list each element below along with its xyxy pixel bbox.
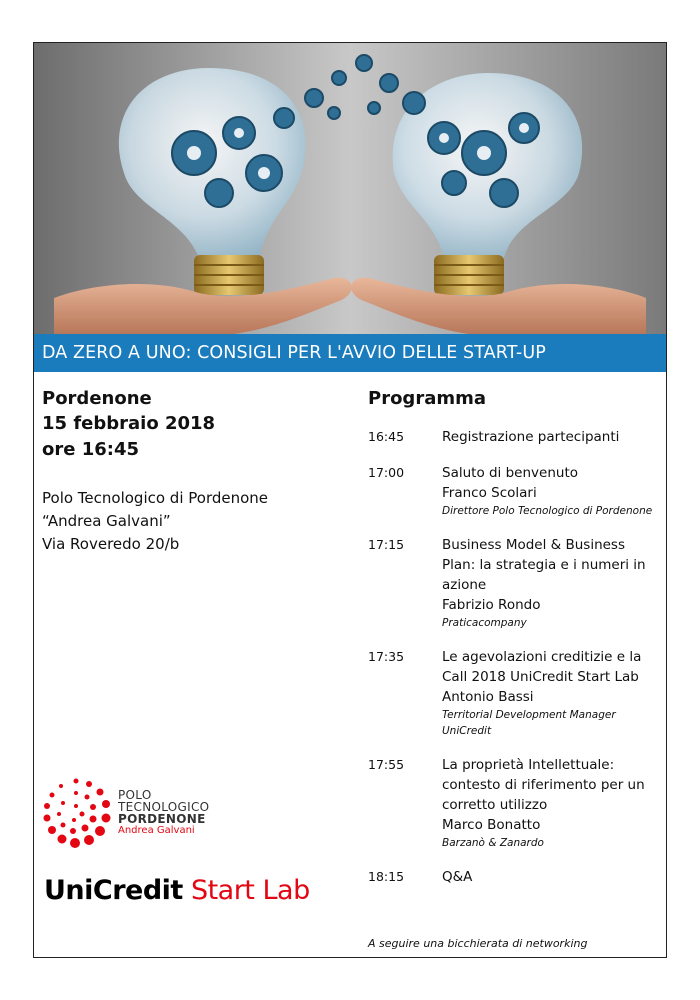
slot-role: Territorial Development Manager UniCredit	[442, 709, 616, 737]
polo-logo-line: TECNOLOGICO	[118, 800, 210, 814]
event-date: 15 febbraio 2018	[42, 413, 216, 434]
slot-title: Saluto di benvenuto	[442, 465, 578, 481]
slot-time: 18:15	[368, 869, 405, 884]
event-city: Pordenone	[42, 388, 152, 409]
slot-time: 17:55	[368, 757, 405, 772]
slot-time: 17:00	[368, 465, 405, 480]
slot-time: 17:35	[368, 649, 405, 664]
networking-note: A seguire una bicchierata di networking	[368, 937, 588, 950]
venue-line: Polo Tecnologico di Pordenone	[42, 489, 269, 507]
slot-title: Le agevolazioni creditizie e la Call 2018 UniCredit Start Lab	[442, 649, 642, 685]
slot-role: Praticacompany	[442, 617, 527, 629]
slot-time: 16:45	[368, 429, 405, 444]
flyer	[33, 42, 667, 958]
dots-circle-icon	[38, 775, 114, 851]
event-venue	[42, 487, 342, 556]
slot-role: Direttore Polo Tecnologico di Pordenone	[442, 505, 653, 517]
event-details	[42, 387, 342, 556]
slot-time: 17:15	[368, 537, 405, 552]
slot-speaker: Fabrizio Rondo	[442, 597, 541, 613]
unicredit-start-lab-logo	[44, 875, 310, 906]
polo-tecnologico-logo	[38, 773, 268, 853]
program-list	[368, 427, 658, 903]
start-lab-logo-text: Start Lab	[190, 875, 310, 906]
program-slot	[368, 647, 658, 739]
unicredit-logo-text: UniCredit	[44, 875, 183, 906]
slot-role: Barzanò & Zanardo	[442, 837, 544, 849]
event-title-banner: DA ZERO A UNO: CONSIGLI PER L'AVVIO DELLE START-UP	[34, 334, 666, 372]
slot-speaker: Marco Bonatto	[442, 817, 541, 833]
slot-title: Business Model & Business Plan: la strategia e i numeri in azione	[442, 537, 646, 593]
program-slot	[368, 463, 658, 519]
venue-line: Via Roveredo 20/b	[42, 535, 180, 553]
program-slot	[368, 755, 658, 851]
slot-title: Q&A	[442, 869, 473, 885]
program-title: Programma	[368, 388, 487, 409]
venue-line: “Andrea Galvani”	[42, 512, 171, 530]
program-slot	[368, 867, 658, 887]
polo-logo-line: Andrea Galvani	[118, 825, 195, 836]
program-slot	[368, 427, 658, 447]
slot-speaker: Antonio Bassi	[442, 689, 534, 705]
polo-logo-line: POLO	[118, 788, 152, 802]
slot-title: La proprietà Intellettuale: contesto di riferimento per un corretto utilizzo	[442, 757, 645, 813]
event-time: ore 16:45	[42, 439, 140, 460]
program-slot	[368, 535, 658, 631]
slot-title: Registrazione partecipanti	[442, 429, 620, 445]
slot-speaker: Franco Scolari	[442, 485, 537, 501]
polo-logo-line: PORDENONE	[118, 812, 206, 826]
hero-image	[34, 43, 666, 334]
